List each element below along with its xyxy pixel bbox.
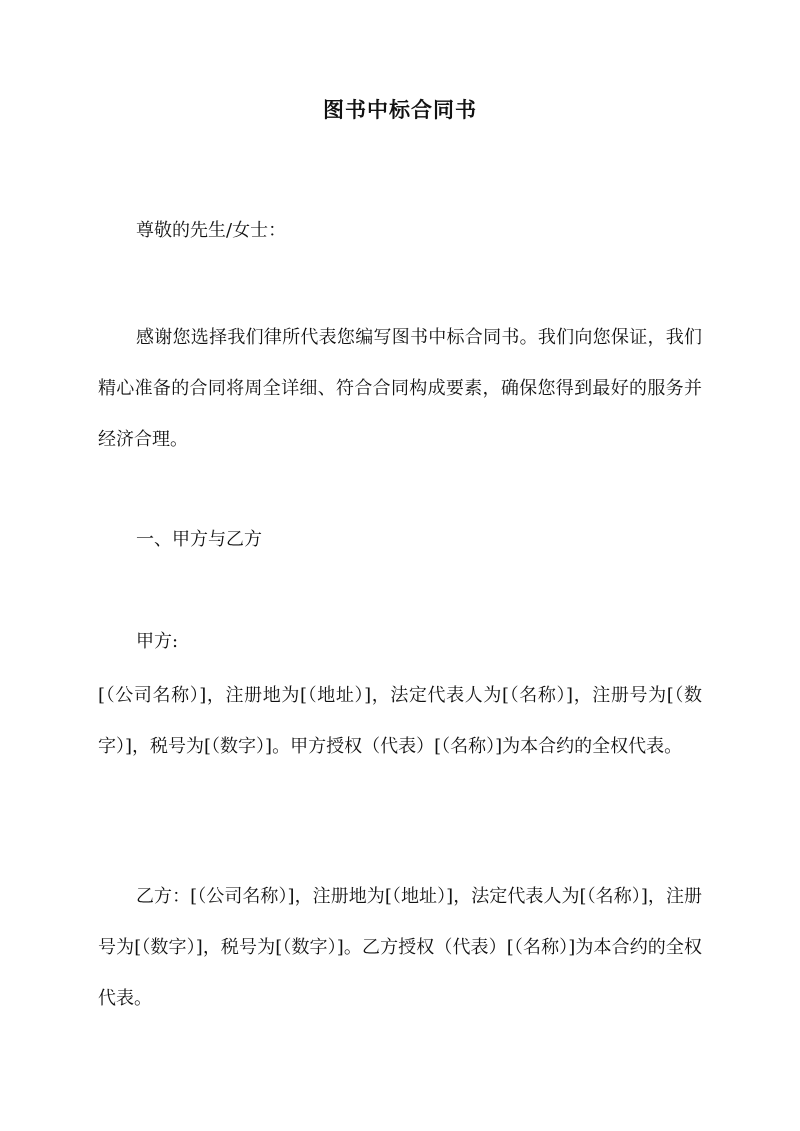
intro-paragraph: 感谢您选择我们律所代表您编写图书中标合同书。我们向您保证，我们精心准备的合同将周全详细、符合合同构成要素，确保您得到最好的服务并经济合理。 xyxy=(98,327,702,450)
party-a-paragraph: [（公司名称）]，注册地为[（地址）]，法定代表人为[（名称）]，注册号为[（数字）]，税号为[（数字）]。甲方授权（代表）[（名称）]为本合约的全权代表。 xyxy=(98,685,702,757)
document-title: 图书中标合同书 xyxy=(323,97,477,122)
greeting-paragraph: 尊敬的先生/女士： xyxy=(136,220,287,241)
party-a-label: 甲方: xyxy=(136,631,179,652)
section-heading-parties: 一、甲方与乙方 xyxy=(136,529,262,550)
party-b-paragraph: 乙方：[（公司名称）]，注册地为[（地址）]，法定代表人为[（名称）]，注册号为[（数字）]，税号为[（数字）]。乙方授权（代表）[（名称）]为本合约的全权代表。 xyxy=(98,886,702,1009)
